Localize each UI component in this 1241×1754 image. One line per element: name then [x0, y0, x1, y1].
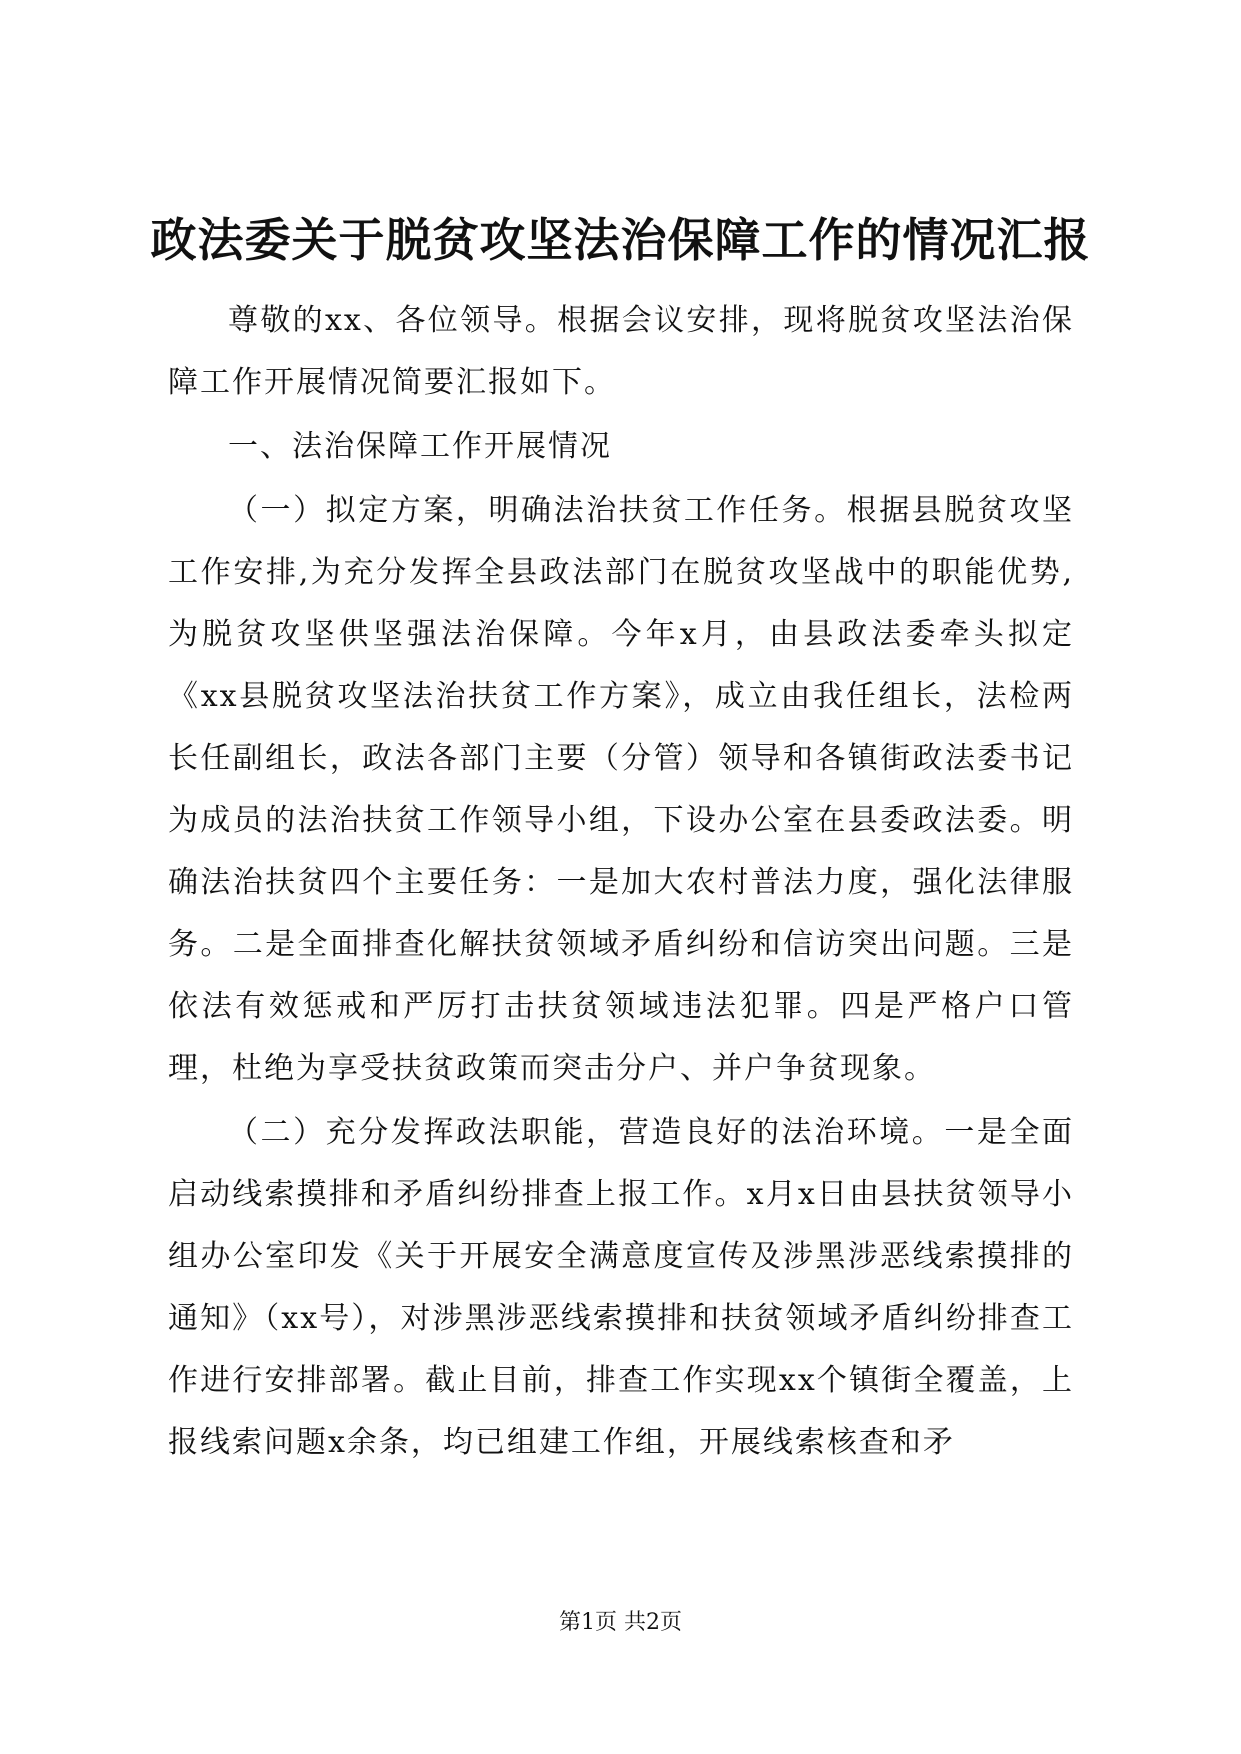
document-body	[168, 290, 1074, 1476]
paragraph-greeting: 尊敬的xx、各位领导。根据会议安排，现将脱贫攻坚法治保障工作开展情况简要汇报如下。	[168, 303, 1074, 400]
paragraph-functions: （二）充分发挥政法职能，营造良好的法治环境。一是全面启动线索摸排和矛盾纠纷排查上报工作。x月x日由县扶贫领导小组办公室印发《关于开展安全满意度宣传及涉黑涉恶线索摸排的通知》（xx号），对涉黑涉恶线索摸排和扶贫领域矛盾纠纷排查工作进行安排部署。截止目前，排查工作实现xx个镇街全覆盖，上报线索问题x余条，均已组建工作组，开展线索核查和矛	[168, 1115, 1074, 1460]
section-heading: 一、法治保障工作开展情况	[228, 429, 612, 464]
page-footer: 第1页 共2页	[559, 1610, 682, 1635]
paragraph-plan: （一）拟定方案，明确法治扶贫工作任务。根据县脱贫攻坚工作安排,为充分发挥全县政法部门在脱贫攻坚战中的职能优势,为脱贫攻坚供坚强法治保障。今年x月，由县政法委牵头拟定《xx县脱贫攻坚法治扶贫工作方案》，成立由我任组长，法检两长任副组长，政法各部门主要（分管）领导和各镇街政法委书记为成员的法治扶贫工作领导小组，下设办公室在县委政法委。明确法治扶贫四个主要任务：一是加大农村普法力度，强化法律服务。二是全面排查化解扶贫领域矛盾纠纷和信访突出问题。三是依法有效惩戒和严厉打击扶贫领域违法犯罪。四是严格户口管理，杜绝为享受扶贫政策而突击分户、并户争贫现象。	[168, 493, 1074, 1086]
document-title: 政法委关于脱贫攻坚法治保障工作的情况汇报	[150, 213, 1091, 267]
